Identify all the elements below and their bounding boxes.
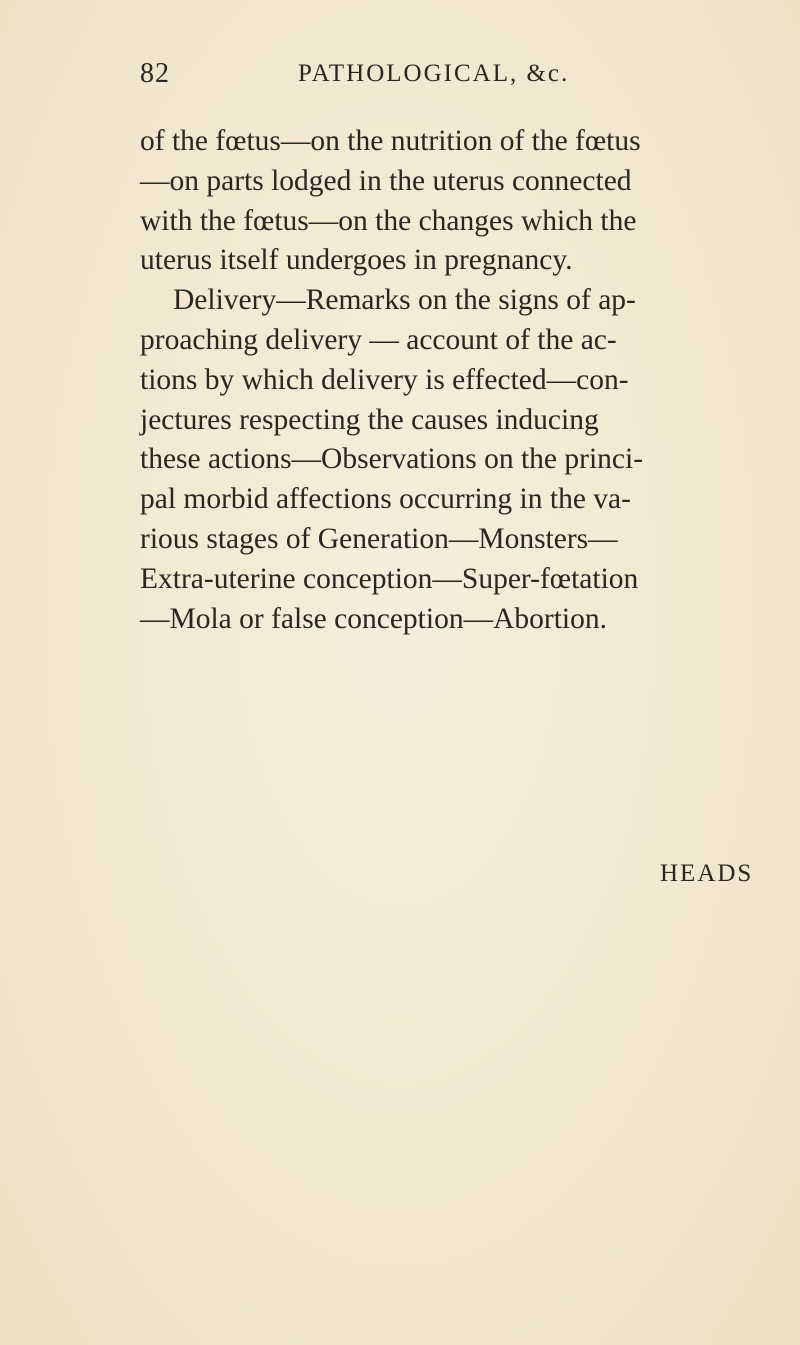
page-number: 82 [140, 58, 170, 89]
text-line: Delivery—Remarks on the signs of ap- [173, 284, 636, 317]
text-line: —on parts lodged in the uterus connected [140, 164, 632, 197]
running-title: PATHOLOGICAL, &c. [298, 60, 570, 87]
catchword: HEADS [660, 860, 754, 887]
text-line: uterus itself undergoes in pregnancy. [140, 244, 573, 277]
text-line: of the fœtus—on the nutrition of the fœtus [140, 125, 641, 157]
text-line: proaching delivery — account of the ac- [140, 323, 617, 356]
text-line: Extra-uterine conception—Super-fœtation [140, 562, 639, 595]
text-line: these actions—Observations on the princi- [140, 443, 644, 476]
text-line: jectures respecting the causes inducing [140, 403, 599, 436]
body-text [140, 122, 780, 639]
text-line: with the fœtus—on the changes which the [140, 204, 637, 237]
running-head [140, 58, 600, 98]
text-line: pal morbid affections occurring in the va- [140, 483, 631, 516]
text-line: tions by which delivery is effected—con- [140, 363, 629, 396]
text-line: —Mola or false conception—Abortion. [140, 602, 607, 635]
text-line: rious stages of Generation—Monsters— [140, 522, 618, 555]
